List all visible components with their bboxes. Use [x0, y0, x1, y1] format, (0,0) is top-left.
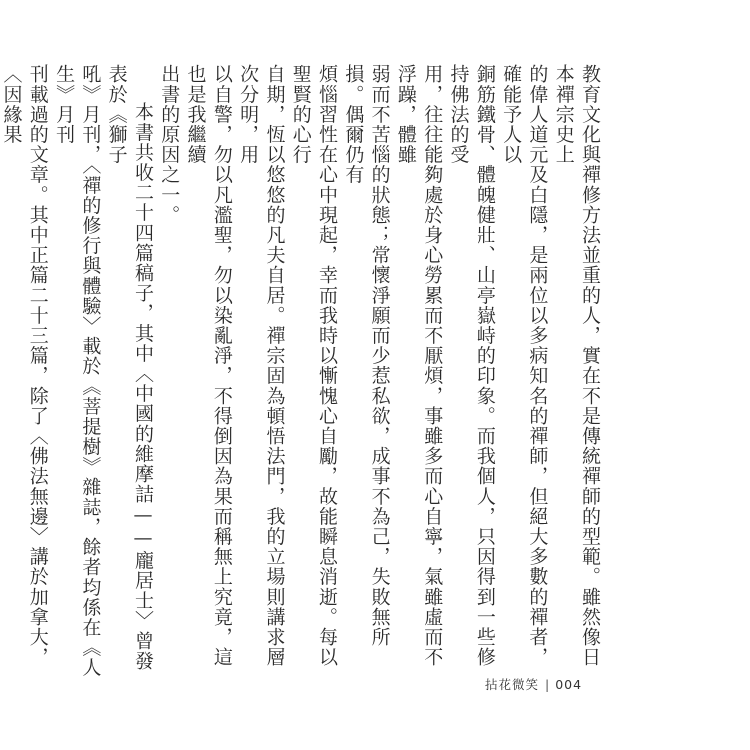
page-footer: [485, 675, 605, 695]
footer-separator: |: [545, 677, 550, 692]
paragraph-2: 本書共收二十四篇稿子，其中〈中國的維摩詰——龐居士〉曾發表於《獅子 吼》月刊，〈禪的修行與體驗〉載於《菩提樹》雜誌，餘者均係在《人生》月刊 刊載過的文章。其中正篇二十三篇，除了〈佛法無邊〉講於加拿大，〈因緣果: [0, 64, 154, 678]
running-title: 拈花微笑: [485, 677, 540, 692]
paragraph-1: 教育文化與禪修方法並重的人，實在不是傳統禪師的型範。雖然像日本禪宗史上 的偉人道元及白隱，是兩位以多病知名的禪師，但絕大多數的禪者，確能予人以 銅筋鐵骨、體魄健壯、山亭嶽峙的印象。而我個人，只因得到一些修持佛法的受 用，往往能夠處於身心勞累而不厭煩，事雖多而心自寧，氣雖虛而不浮躁，體雖 弱而不苦惱的狀態；常懷淨願而少惹私欲，成事不為己，失敗無所損。偶爾仍有 煩惱習性在心中現起，幸而我時以慚愧心自勵，故能瞬息消逝。每以聖賢的心行 自期，恆以悠悠的凡夫自居。禪宗固為頓悟法門，我的立場則講求層次分明，用 以自警，勿以凡濫聖，勿以染亂淨，不得倒因為果而稱無上究竟，這也是我繼續 出書的原因之一。: [158, 64, 601, 667]
page-number: 004: [555, 677, 583, 692]
body-text: [0, 64, 603, 684]
